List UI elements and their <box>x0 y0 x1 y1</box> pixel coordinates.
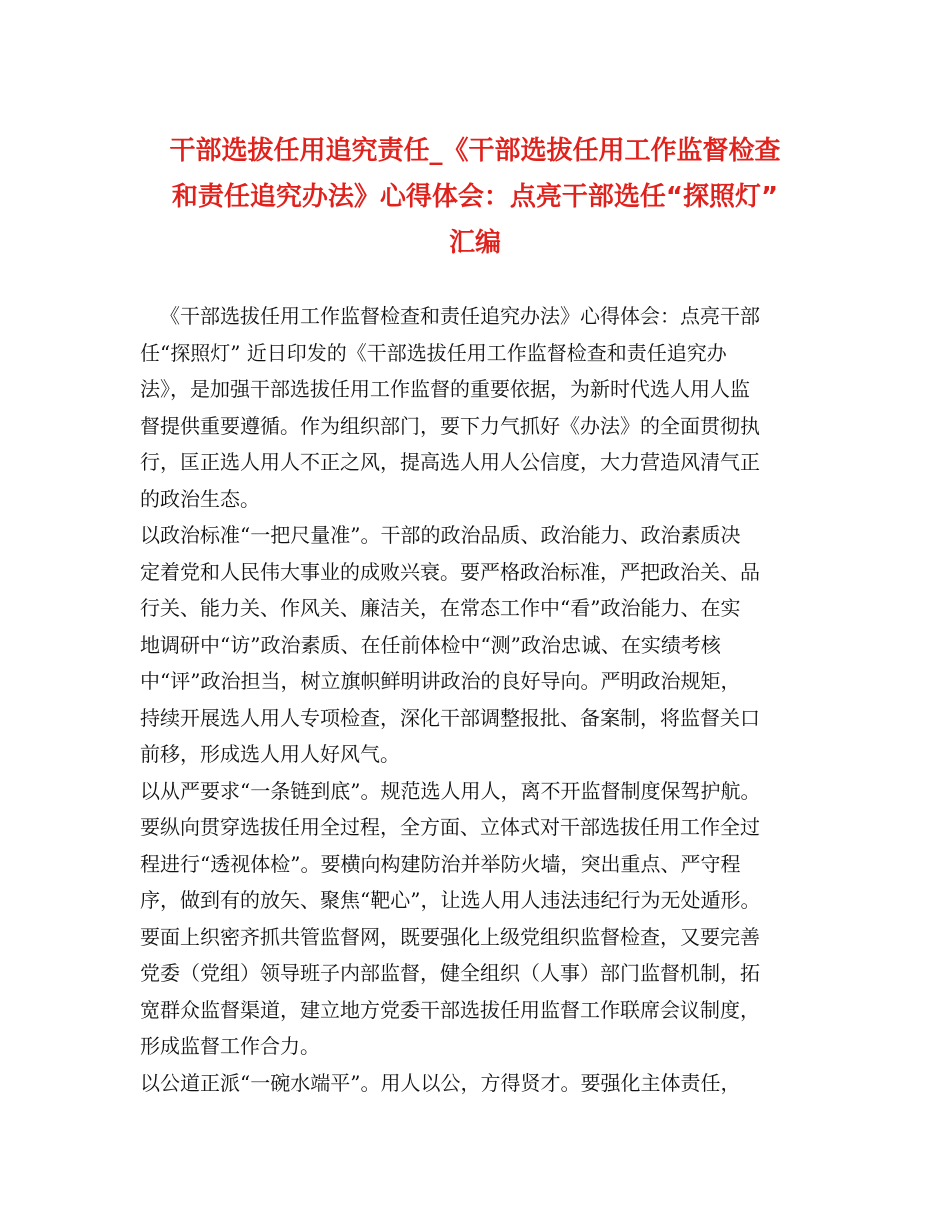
body-line: 以公道正派“一碗水端平”。用人以公，方得贤才。要强化主体责任， <box>140 1070 741 1095</box>
body-line: 党委（党组）领导班子内部监督，健全组织（人事）部门监督机制，拓 <box>140 961 760 985</box>
body-line: 持续开展选人用人专项检查，深化干部调整报批、备案制，将监督关口 <box>140 705 760 730</box>
body-line: 中“评”政治担当，树立旗帜鲜明讲政治的良好导向。严明政治规矩， <box>140 669 741 693</box>
body-line: 行，匡正选人用人不正之风，提高选人用人公信度，大力营造风清气正 <box>140 450 760 474</box>
body-line: 督提供重要遵循。作为组织部门，要下力气抓好《办法》的全面贯彻执 <box>140 413 760 438</box>
document-body <box>140 298 830 1101</box>
body-line: 程进行“透视体检”。要横向构建防治并举防火墙，突出重点、严守程 <box>140 851 741 876</box>
body-line: 地调研中“访”政治素质、在任前体检中“测”政治忠诚、在实绩考核 <box>140 632 721 657</box>
body-line: 形成监督工作合力。 <box>140 1034 320 1058</box>
body-line: 序，做到有的放矢、聚焦“靶心”，让选人用人违法违纪行为无处遁形。 <box>140 888 761 912</box>
document-title <box>130 128 820 266</box>
body-line: 要纵向贯穿选拔任用全过程，全方面、立体式对干部选拔任用工作全过 <box>140 815 760 839</box>
title-line: 汇编 <box>448 228 501 258</box>
body-line: 定着党和人民伟大事业的成败兴衰。要严格政治标准，严把政治关、品 <box>140 559 760 584</box>
title-line: 和责任追究办法》心得体会：点亮干部选任“探照灯” <box>171 182 779 212</box>
body-line: 的政治生态。 <box>140 486 260 511</box>
body-line: 法》，是加强干部选拔任用工作监督的重要依据，为新时代选人用人监 <box>140 377 750 401</box>
body-line: 以从严要求“一条链到底”。规范选人用人，离不开监督制度保驾护航。 <box>140 778 761 803</box>
body-line: 以政治标准“一把尺量准”。干部的政治品质、政治能力、政治素质决 <box>140 523 741 547</box>
body-line: 要面上织密齐抓共管监督网，既要强化上级党组织监督检查，又要完善 <box>140 924 760 949</box>
body-line: 行关、能力关、作风关、廉洁关，在常态工作中“看”政治能力、在实 <box>140 596 741 620</box>
body-line: 宽群众监督渠道，建立地方党委干部选拔任用监督工作联席会议制度， <box>140 997 760 1022</box>
title-line: 干部选拔任用追究责任_《干部选拔任用工作监督检查 <box>169 136 781 166</box>
body-line: 前移，形成选人用人好风气。 <box>140 742 400 766</box>
body-line: 《干部选拔任用工作监督检查和责任追究办法》心得体会：点亮干部 <box>160 304 760 328</box>
body-line: 任“探照灯” 近日印发的《干部选拔任用工作监督检查和责任追究办 <box>140 340 727 365</box>
